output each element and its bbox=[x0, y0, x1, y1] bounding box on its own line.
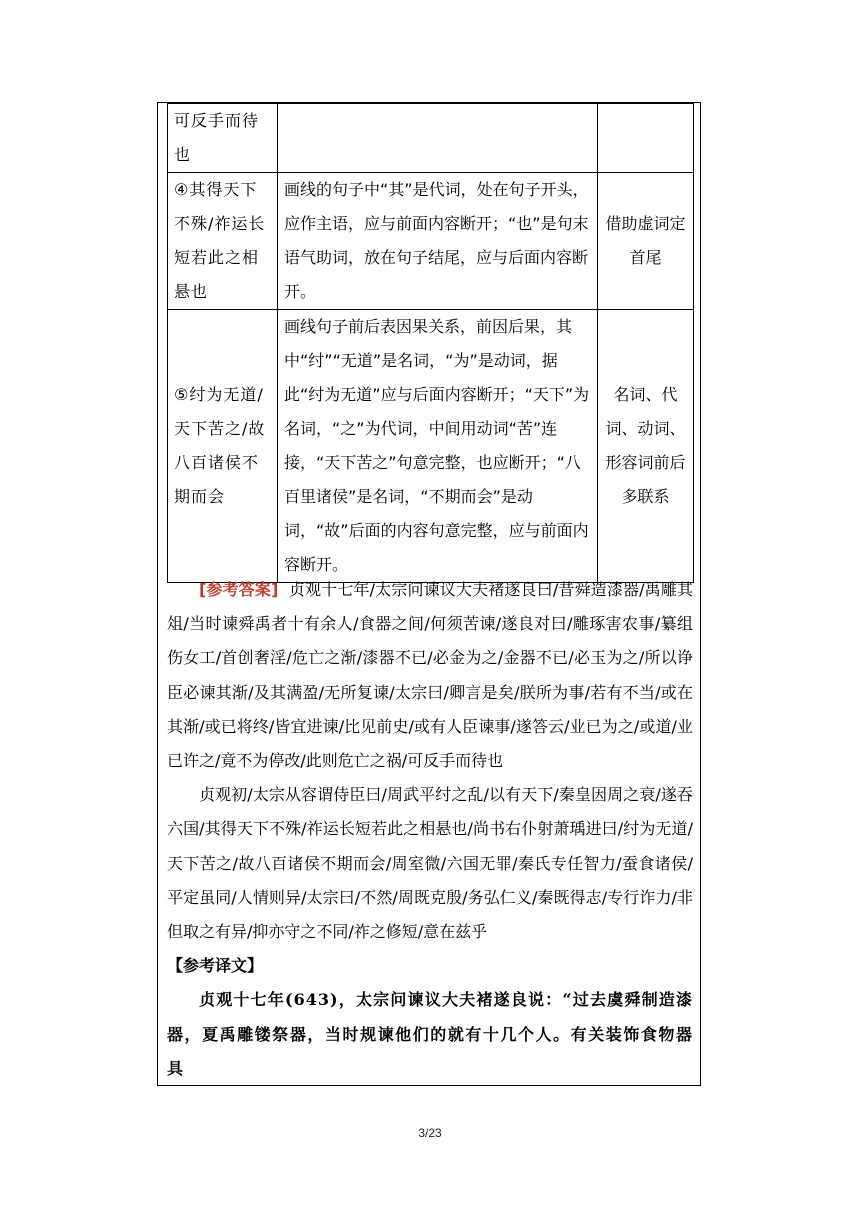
table-row bbox=[168, 310, 694, 583]
method-cell bbox=[598, 104, 694, 173]
page-number: 3/23 bbox=[418, 1126, 442, 1140]
sentence-cell: ⑤纣为无道/天下苦之/故八百诸侯不期而会 bbox=[168, 310, 278, 583]
sentence-cell: 可反手而待也 bbox=[168, 104, 278, 173]
analysis-cell bbox=[278, 104, 598, 173]
analysis-cell: 画线的句子中“其”是代词，处在句子开头，应作主语，应与前面内容断开；“也”是句末语气助词，放在句子结尾，应与后面内容断开。 bbox=[278, 173, 598, 310]
sentence-cell: ④其得天下不殊/祚运长短若此之相悬也 bbox=[168, 173, 278, 310]
answer-section bbox=[167, 573, 693, 1086]
analysis-cell: 画线句子前后表因果关系，前因后果，其中“纣”“无道”是名词，“为”是动词，据此“纣为无道”应与后面内容断开；“天下”为名词，“之”为代词，中间用动词“苦”连接，“天下苦之”句意完整，也应断开；“八百里诸侯”是名词，“不期而会”是动词，“故”后面的内容句意完整，应与前面内容断开。 bbox=[278, 310, 598, 583]
translation-text: 贞观十七年(643)，太宗问谏议大夫褚遂良说：“过去虞舜制造漆器，夏禹雕镂祭器，当时规谏他们的就有十几个人。有关装饰食物器具 bbox=[167, 990, 693, 1078]
table-row bbox=[168, 104, 694, 173]
answer-paragraph-2: 贞观初/太宗从容谓侍臣曰/周武平纣之乱/以有天下/秦皇因周之衰/遂吞六国/其得天下不殊/祚运长短若此之相悬也/尚书右仆射萧瑀进曰/纣为无道/天下苦之/故八百诸侯不期而会/周室微/六国无罪/秦氏专任智力/蚕食诸侯/平定虽同/人情则异/太宗曰/不然/周既克殷/务弘仁义/秦既得志/专行诈力/非但取之有异/抑亦守之不同/祚之修短/意在兹乎 bbox=[167, 785, 693, 942]
translation-heading: 【参考译文】 bbox=[167, 956, 264, 976]
method-cell: 名词、代词、动词、形容词前后多联系 bbox=[598, 310, 694, 583]
method-cell: 借助虚词定首尾 bbox=[598, 173, 694, 310]
answer-paragraph-1 bbox=[167, 573, 693, 778]
table-row bbox=[168, 173, 694, 310]
answer-label: [参考答案] bbox=[199, 580, 279, 599]
analysis-table bbox=[167, 103, 694, 583]
answer-text-1: 贞观十七年/太宗问谏议大夫褚遂良曰/昔舜造漆器/禹雕其俎/当时谏舜禹者十有余人/食器之间/何须苦谏/遂良对曰/雕琢害农事/纂组伤女工/首创奢淫/危亡之渐/漆器不已/必金为之/金器不已/必玉为之/所以诤臣必谏其渐/及其满盈/无所复谏/太宗曰/卿言是矣/朕所为事/若有不当/或在其渐/或已将终/皆宜进谏/比见前史/或有人臣谏事/遂答云/业已为之/或道/业已许之/竟不为停改/此则危亡之祸/可反手而待也 bbox=[167, 580, 693, 771]
